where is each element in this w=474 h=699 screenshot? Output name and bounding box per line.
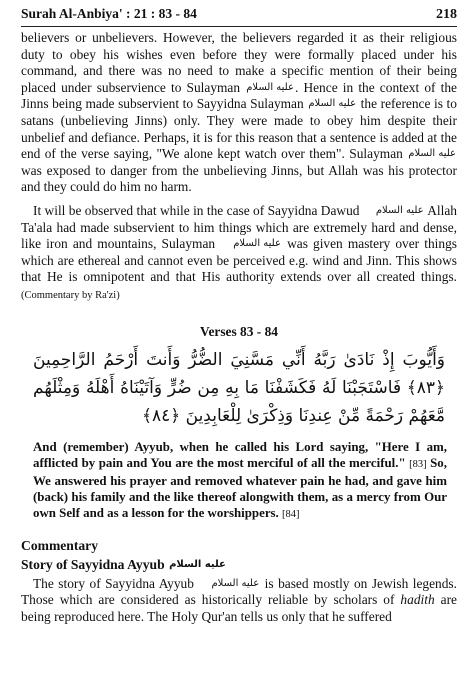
translation-text-b: So, We answered his prayer and removed whatever pain he had, and gave him (back) his family and the like thereof alongwith them, as a mercy from Our own Self and as a lesson for the worshippers. (33, 455, 447, 520)
p2-text-a: It will be observed that while in the case of Sayyidna Dawud (33, 202, 360, 218)
verse-ref-83: [83] (409, 458, 427, 470)
paragraph-3 (21, 576, 457, 626)
hadith-term: hadith (400, 592, 435, 608)
p2-text-b: Allah Ta'ala had made subservient to him things which are extremely hard and dense, like iron and mountains, Sulayman (21, 202, 457, 252)
honorific-mark: عليه السلام (169, 558, 226, 570)
p1-text-d: was exposed to danger from the unbelieving Jinns, but Allah was his protector and they could do him no harm. (21, 162, 457, 195)
story-heading (21, 557, 457, 573)
story-heading-text: Story of Sayyidna Ayyub (21, 556, 165, 572)
honorific-mark: عليه السلام (375, 204, 424, 216)
translation-text-a: And (remember) Ayyub, when he called his Lord saying, "Here I am, afflicted by pain and You are the most merciful of all the merciful." (33, 439, 447, 470)
honorific-mark: عليه السلام (308, 98, 357, 110)
page-number: 218 (436, 7, 457, 22)
p3-text-c: are being reproduced here. The Holy Qur'an tells us only that he suffered (21, 592, 457, 624)
paragraph-1 (21, 30, 457, 196)
arabic-verse: وَأَيُّوبَ إِذْ نَادَىٰ رَبَّهُ أَنِّي مَسَّنِيَ الضُّرُّ وَأَنتَ أَرْحَمُ الرَّاحِمِينَ ﴿٨٣﴾ فَاسْتَجَبْنَا لَهُ فَكَشَفْنَا مَا بِهِ مِن ضُرٍّ وَآتَيْنَاهُ أَهْلَهُ وَمِثْلَهُم مَّعَهُمْ رَحْمَةً مِّنْ عِندِنَا وَذِكْرَىٰ لِلْعَابِدِينَ ﴿٨٤﴾ (33, 349, 445, 426)
p1-text-a: believers or unbelievers. However, the believers regarded it as their religious duty to obey his wishes even before they were formally placed under his command, and there was no need to make a specific mention of their being placed under subservience to Sulayman (21, 30, 457, 95)
honorific-mark: عليه السلام (211, 577, 260, 589)
p2-reference: (Commentary by Ra'zi) (21, 289, 120, 301)
paragraph-2 (21, 203, 457, 305)
p1-text-c: the reference is to satans (unbelieving Jinns) only. They were made to obey him despite their unbelief and defiance. Perhaps, it is for this reason that a sentence is added at the end of the verse saying, "We alone kept watch over them". Sulayman (21, 96, 457, 162)
honorific-mark: عليه السلام (408, 148, 457, 160)
page-header (21, 6, 457, 27)
p3-text-b: is based mostly on Jewish legends. Those which are considered as historically reliable by scholars of (21, 575, 457, 608)
p3-text-a: The story of Sayyidna Ayyub (33, 575, 194, 591)
p1-text-b: . Hence in the context of the Jinns being made subservient to Sayyidna Sulayman (21, 79, 457, 112)
honorific-mark: عليه السلام (233, 238, 281, 250)
verse-translation (21, 439, 457, 523)
verse-ref-84: [84] (282, 508, 300, 520)
verses-title: Verses 83 - 84 (200, 323, 278, 339)
commentary-heading: Commentary (21, 537, 99, 553)
running-title: Surah Al-Anbiya' : 21 : 83 - 84 (21, 6, 197, 21)
page (21, 6, 457, 625)
honorific-mark: عليه السلام (246, 81, 294, 93)
p2-text-c: was given mastery over things which are ethereal and cannot even be perceived e.g. wind and Jinn. This shows that He is omnipotent and that His authority extends over all created things. (21, 236, 457, 285)
